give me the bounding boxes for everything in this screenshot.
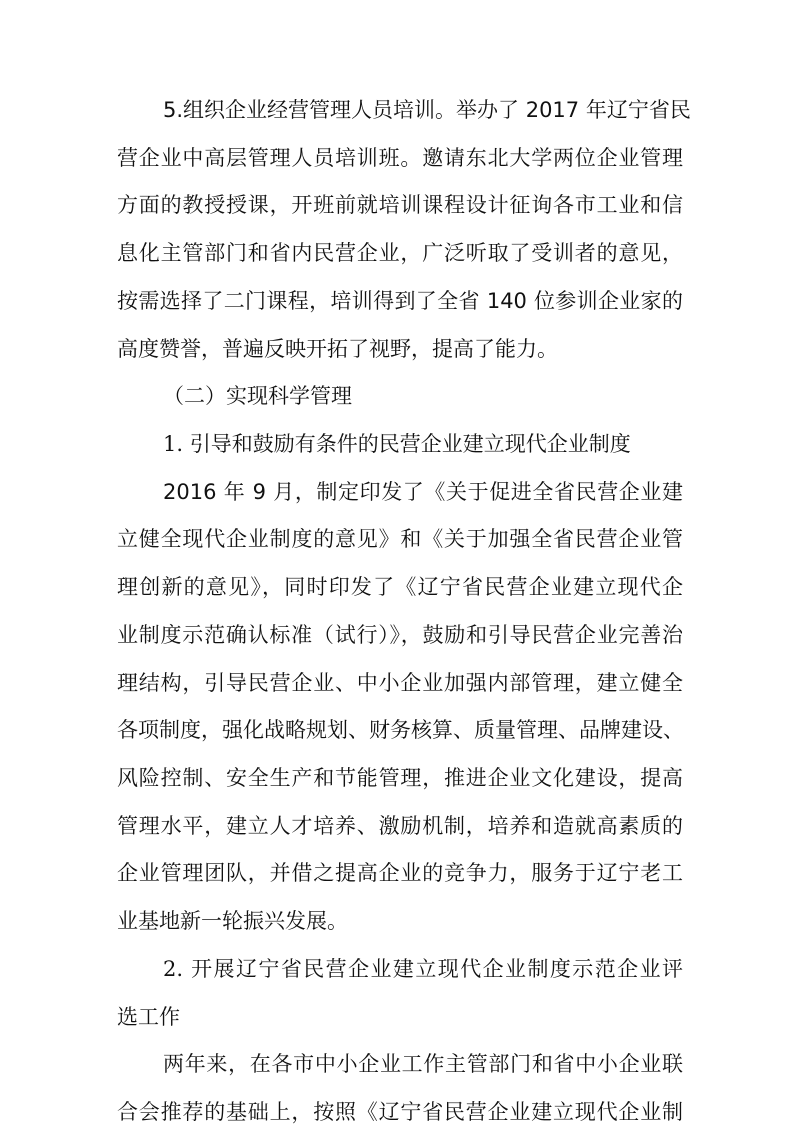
section-heading: （二）实现科学管理 [163,384,352,408]
paragraph-line: 按需选择了二门课程，培训得到了全省 140 位参训企业家的 [117,289,683,313]
paragraph-line: 方面的教授授课，开班前就培训课程设计征询各市工业和信 [117,193,683,217]
subsection-heading: 选工作 [117,1005,180,1029]
paragraph-line: 5.组织企业经营管理人员培训。举办了 2017 年辽宁省民 [163,98,691,122]
paragraph-line: 各项制度，强化战略规划、财务核算、质量管理、品牌建设、 [117,718,684,742]
paragraph-line: 业制度示范确认标准（试行）》，鼓励和引导民营企业完善治 [117,623,683,647]
paragraph-line: 2016 年 9 月，制定印发了《关于促进全省民营企业建 [163,480,683,504]
paragraph-line: 风险控制、安全生产和节能管理，推进企业文化建设，提高 [117,766,683,790]
paragraph-line: 合会推荐的基础上，按照《辽宁省民营企业建立现代企业制 [117,1100,683,1124]
paragraph-line: 企业管理团队，并借之提高企业的竞争力，服务于辽宁老工 [117,861,683,885]
paragraph-line: 立健全现代企业制度的意见》和《关于加强全省民营企业管 [117,527,683,551]
subsection-heading: 2. 开展辽宁省民营企业建立现代企业制度示范企业评 [163,957,683,981]
paragraph-line: 营企业中高层管理人员培训班。邀请东北大学两位企业管理 [117,146,683,170]
subsection-heading: 1. 引导和鼓励有条件的民营企业建立现代企业制度 [163,432,631,456]
paragraph-line: 业基地新一轮振兴发展。 [117,909,348,933]
paragraph-line: 高度赞誉，普遍反映开拓了视野，提高了能力。 [117,337,558,361]
paragraph-line: 管理水平，建立人才培养、激励机制，培养和造就高素质的 [117,814,683,838]
paragraph-line: 息化主管部门和省内民营企业，广泛听取了受训者的意见， [117,241,683,265]
paragraph-line: 理创新的意见》，同时印发了《辽宁省民营企业建立现代企 [117,575,683,599]
paragraph-line: 理结构，引导民营企业、中小企业加强内部管理，建立健全 [117,671,683,695]
paragraph-line: 两年来，在各市中小企业工作主管部门和省中小企业联 [163,1052,683,1076]
